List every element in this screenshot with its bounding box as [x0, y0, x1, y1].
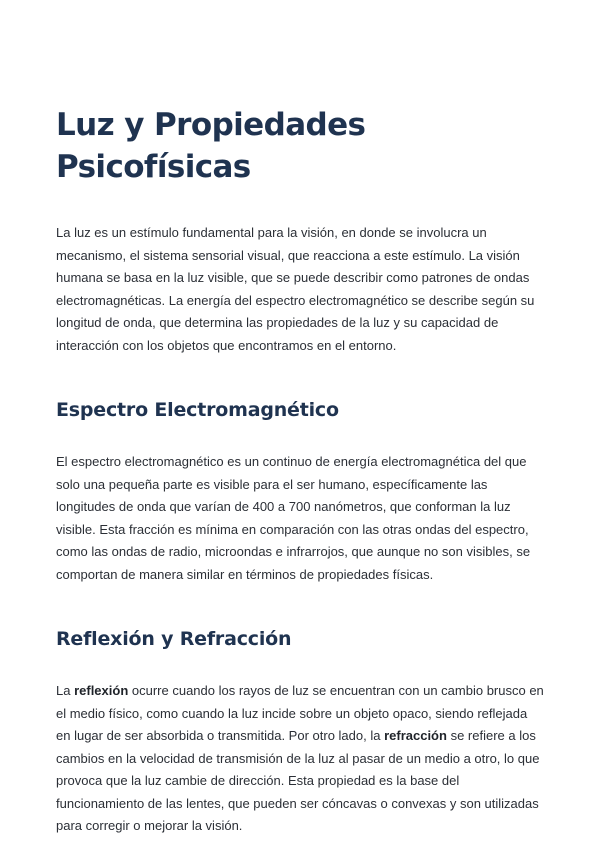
reflection-text-2: ocurre cuando los rayos de luz se encuentran con un cambio brusco en el medio físico, como cuando la luz incide sobre un objeto opaco, siendo reflejada en lugar de ser absorbida o transmitida. Por otro lado, la	[56, 683, 544, 743]
spectrum-paragraph: El espectro electromagnético es un continuo de energía electromagnética del que solo una pequeña parte es visible para el ser humano, específicamente las longitudes de onda que varían de 400 a 700 nanómetros, que conforman la luz visible. Esta fracción es mínima en comparación con las otras ondas del espectro, como las ondas de radio, microondas e infrarrojos, que aunque no son visibles, se comportan de manera similar en términos de propiedades físicas.	[56, 454, 531, 582]
reflection-section	[56, 626, 544, 838]
intro-section	[56, 222, 544, 357]
term-reflexion: reflexión	[74, 683, 129, 698]
spectrum-heading: Espectro Electromagnético	[56, 399, 339, 421]
reflection-paragraph	[56, 680, 544, 838]
reflection-text-3: se refiere a los cambios en la velocidad de transmisión de la luz al pasar de un medio a otro, lo que provoca que la luz cambie de dirección. Esta propiedad es la base del funcionamiento de las lentes, que pueden ser cóncavas o convexas y son utilizadas para corregir o mejorar la visión.	[56, 728, 540, 833]
intro-paragraph: La luz es un estímulo fundamental para la visión, en donde se involucra un mecanismo, el sistema sensorial visual, que reacciona a este estímulo. La visión humana se basa en la luz visible, que se puede describir como patrones de ondas electromagnéticas. La energía del espectro electromagnético se describe según su longitud de onda, que determina las propiedades de la luz y su capacidad de interacción con los objetos que encontramos en el entorno.	[56, 225, 535, 353]
reflection-text-1: La	[56, 683, 75, 698]
term-refraccion: refracción	[384, 728, 447, 743]
reflection-heading: Reflexión y Refracción	[56, 628, 292, 650]
document-page	[56, 104, 544, 838]
page-title: Luz y Propiedades Psicofísicas	[56, 107, 366, 185]
spectrum-section	[56, 397, 544, 586]
